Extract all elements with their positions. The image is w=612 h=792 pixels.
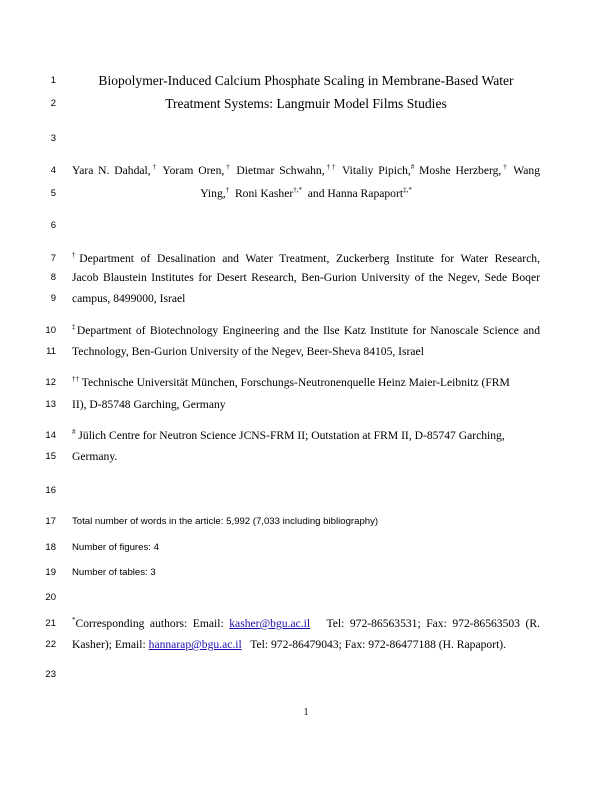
line-number: 12 bbox=[45, 377, 56, 388]
author-name: Roni Kasher bbox=[234, 187, 294, 200]
affiliation-mark: † bbox=[225, 186, 230, 194]
line-number: 21 bbox=[45, 618, 56, 629]
figure-count: Number of figures: 4 bbox=[72, 542, 159, 553]
line-number: 8 bbox=[50, 272, 56, 283]
line-number: 7 bbox=[50, 253, 56, 264]
author-name: and Hanna Rapaport bbox=[307, 187, 404, 200]
title-line-1: Biopolymer-Induced Calcium Phosphate Scaling in Membrane-Based Water bbox=[98, 73, 514, 88]
line-number: 6 bbox=[50, 220, 56, 231]
line-number: 22 bbox=[45, 639, 56, 650]
affiliation-mark: † bbox=[224, 163, 232, 171]
affiliation-2-line-2: Technology, Ben-Gurion University of the Negev, Beer-Sheva 84105, Israel bbox=[72, 345, 424, 358]
affiliation-1-line-3: campus, 8499000, Israel bbox=[72, 292, 186, 305]
line-number: 13 bbox=[45, 399, 56, 410]
author-name: Dietmar Schwahn, bbox=[236, 164, 325, 177]
line-number: 19 bbox=[45, 567, 56, 578]
affiliation-1-line-1: †Department of Desalination and Water Treatment, Zuckerberg Institute for Water Research, bbox=[72, 251, 540, 265]
author-list-line-2 bbox=[72, 186, 540, 202]
line-number: 3 bbox=[50, 133, 56, 144]
line-number: 14 bbox=[45, 430, 56, 441]
affiliation-3-line-2: II), D-85748 Garching, Germany bbox=[72, 398, 226, 411]
affiliation-mark: † bbox=[72, 251, 80, 259]
line-number: 5 bbox=[50, 188, 56, 199]
affiliation-mark: †,* bbox=[293, 186, 302, 194]
line-number: 4 bbox=[50, 165, 56, 176]
affiliation-mark: ‡ bbox=[72, 323, 77, 331]
line-number: 16 bbox=[45, 485, 56, 496]
affiliation-mark: †† bbox=[324, 163, 338, 171]
author-name: Moshe Herzberg, bbox=[419, 164, 502, 177]
author-name: Vitaliy Pipich, bbox=[341, 164, 411, 177]
email-link-rapaport[interactable]: hannarap@bgu.ac.il bbox=[148, 638, 242, 651]
line-number: 9 bbox=[50, 293, 56, 304]
line-number: 2 bbox=[50, 98, 56, 109]
author-name: Yara N. Dahdal, bbox=[72, 164, 151, 177]
title-line-2: Treatment Systems: Langmuir Model Films Studies bbox=[165, 96, 447, 111]
line-number: 1 bbox=[50, 75, 56, 86]
line-number: 23 bbox=[45, 669, 56, 680]
affiliation-mark: † bbox=[501, 163, 509, 171]
affiliation-4-line-1: # Jülich Centre for Neutron Science JCNS-FRM II; Outstation at FRM II, D-85747 Garching, bbox=[72, 428, 505, 442]
affiliation-2-line-1: ‡Department of Biotechnology Engineering and the Ilse Katz Institute for Nanoscale Science and bbox=[72, 323, 540, 337]
affiliation-mark: †† bbox=[72, 375, 79, 383]
affiliation-mark: ‡,* bbox=[403, 186, 412, 194]
affiliation-4-line-2: Germany. bbox=[72, 450, 118, 463]
affiliation-3-line-1: †† Technische Universität München, Forschungs-Neutronenquelle Heinz Maier-Leibnitz (FRM bbox=[72, 375, 510, 389]
affiliation-mark: # bbox=[72, 428, 76, 436]
corresponding-mark: * bbox=[72, 616, 76, 624]
author-list-line-1 bbox=[72, 163, 540, 179]
affiliation-mark: # bbox=[410, 163, 415, 171]
affiliation-mark: † bbox=[150, 163, 158, 171]
page-number: 1 bbox=[303, 707, 309, 718]
corresponding-line-1: *Corresponding authors: Email: kasher@bgu.ac.il Tel: 972-86563531; Fax: 972-86563503 (R. bbox=[72, 616, 540, 630]
line-number: 11 bbox=[46, 346, 56, 357]
line-number: 18 bbox=[45, 542, 56, 553]
word-count: Total number of words in the article: 5,992 (7,033 including bibliography) bbox=[72, 516, 379, 527]
line-number: 20 bbox=[45, 592, 56, 603]
email-link-kasher[interactable]: kasher@bgu.ac.il bbox=[229, 617, 311, 630]
author-name: Yoram Oren, bbox=[162, 164, 225, 177]
line-number: 15 bbox=[45, 451, 56, 462]
author-name: Wang bbox=[513, 164, 541, 177]
affiliation-1-line-2: Jacob Blaustein Institutes for Desert Research, Ben-Gurion University of the Negev, Sede Boqer bbox=[72, 271, 540, 284]
corresponding-line-2: Kasher); Email: hannarap@bgu.ac.il Tel: 972-86479043; Fax: 972-86477188 (H. Rapaport). bbox=[72, 638, 507, 651]
line-number: 17 bbox=[45, 516, 56, 527]
author-name: Ying, bbox=[200, 187, 226, 200]
line-number: 10 bbox=[45, 325, 56, 336]
table-count: Number of tables: 3 bbox=[72, 567, 156, 578]
